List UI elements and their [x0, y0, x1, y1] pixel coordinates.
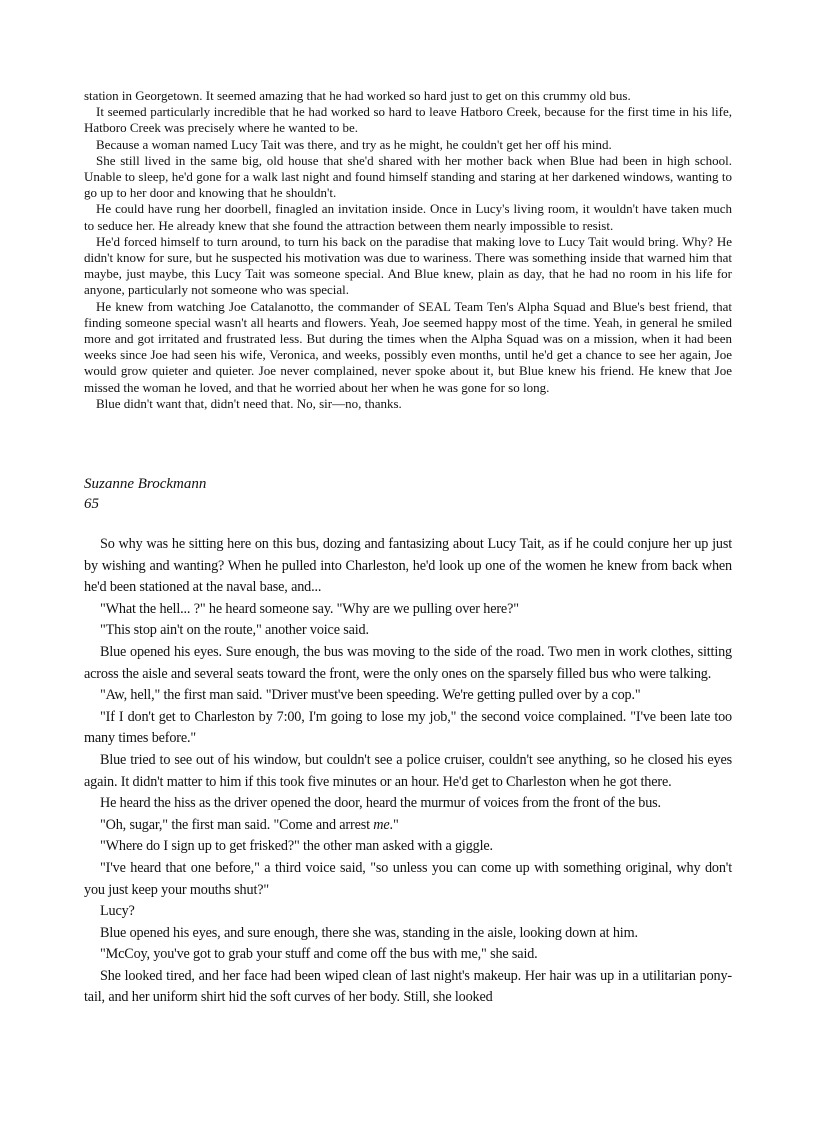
paragraph: So why was he sitting here on this bus, dozing and fantasizing about Lucy Tait, as if he could conjure her up just by wishing and wanting? When he pulled into Charleston, he'd look up one of the women he knew from back when he'd been stationed at the naval base, and...	[84, 536, 732, 596]
paragraph: "Where do I sign up to get frisked?" the other man asked with a giggle.	[100, 838, 493, 855]
paragraph: Blue tried to see out of his window, but couldn't see a police cruiser, couldn't see anything, so he closed his eyes again. It didn't matter to him if this took five minutes or an hour. He'd get to Charleston when he got there.	[84, 751, 732, 790]
paragraph: Blue opened his eyes. Sure enough, the bus was moving to the side of the road. Two men in work clothes, sitting across the aisle and several seats toward the front, were the only ones on the sparsely filled bus who were talking.	[84, 643, 732, 682]
paragraph: "McCoy, you've got to grab your stuff and come off the bus with me," she said.	[100, 946, 538, 963]
text-block-top	[84, 88, 732, 412]
paragraph: "I've heard that one before," a third voice said, "so unless you can come up with something original, why don't you just keep your mouths shut?"	[84, 859, 732, 898]
paragraph: "If I don't get to Charleston by 7:00, I'm going to lose my job," the second voice complained. "I've been late too many times before."	[84, 708, 732, 747]
paragraph: He knew from watching Joe Catalanotto, the commander of SEAL Team Ten's Alpha Squad and Blue's best friend, that finding someone special wasn't all hearts and flowers. Yeah, Joe seemed happy most of the time. Yeah, in general he smiled more and got irritated and frustrated less. But during the times when the Alpha Squad was on a mission, when it had been weeks since Joe had seen his wife, Veronica, and weeks, possibly even months, until he'd get a chance to see her again, Joe would grow quieter and quieter. Joe never complained, never spoke about it, but Blue knew his friend. He knew that Joe missed the woman he loved, and that he worried about her when he was gone for so long.	[84, 298, 732, 395]
paragraph: She looked tired, and her face had been wiped clean of last night's makeup. Her hair was up in a utilitarian pony-tail, and her uniform shirt hid the soft curves of her body. Still, she looked	[84, 967, 732, 1006]
paragraph: "This stop ain't on the route," another voice said.	[100, 622, 369, 639]
paragraph: "What the hell... ?" he heard someone say. "Why are we pulling over here?"	[100, 600, 519, 617]
paragraph: Because a woman named Lucy Tait was there, and try as he might, he couldn't get her off his mind.	[96, 136, 612, 152]
paragraph: He heard the hiss as the driver opened the door, heard the murmur of voices from the front of the bus.	[100, 795, 661, 812]
paragraph: It seemed particularly incredible that he had worked so hard to leave Hatboro Creek, because for the first time in his life, Hatboro Creek was precisely where he wanted to be.	[84, 104, 732, 136]
paragraph: station in Georgetown. It seemed amazing that he had worked so hard just to get on this crummy old bus.	[84, 88, 631, 103]
running-header	[84, 474, 732, 514]
text-block-bottom	[84, 534, 732, 1009]
paragraph: Blue opened his eyes, and sure enough, there she was, standing in the aisle, looking down at him.	[100, 924, 638, 941]
paragraph-text: ."	[389, 816, 399, 833]
emphasis-text: me	[373, 816, 390, 833]
paragraph: "Aw, hell," the first man said. "Driver must've been speeding. We're getting pulled over by a cop."	[100, 687, 641, 704]
page-number: 65	[84, 496, 99, 512]
paragraph: Blue didn't want that, didn't need that. No, sir—no, thanks.	[96, 395, 402, 411]
author-name: Suzanne Brockmann	[84, 476, 207, 492]
paragraph: He'd forced himself to turn around, to turn his back on the paradise that making love to Lucy Tait would bring. Why? He didn't know for sure, but he suspected his motivation was due to wariness. There was something inside that warned him that maybe, just maybe, this Lucy Tait was someone special. And Blue knew, plain as day, that he had no room in his life for anyone, particularly not someone who was special.	[84, 233, 732, 298]
paragraph: Lucy?	[100, 903, 135, 920]
paragraph	[84, 815, 732, 837]
paragraph: He could have rung her doorbell, finagled an invitation inside. Once in Lucy's living room, it wouldn't have taken much to seduce her. He already knew that she found the attraction between them nearly impossible to resist.	[84, 201, 732, 233]
paragraph-text: "Oh, sugar," the first man said. "Come and arrest	[100, 816, 374, 833]
paragraph: She still lived in the same big, old house that she'd shared with her mother back when Blue had been in high school. Unable to sleep, he'd gone for a walk last night and found himself standing and staring at her darkened windows, wanting to go up to her door and knowing that he shouldn't.	[84, 152, 732, 201]
